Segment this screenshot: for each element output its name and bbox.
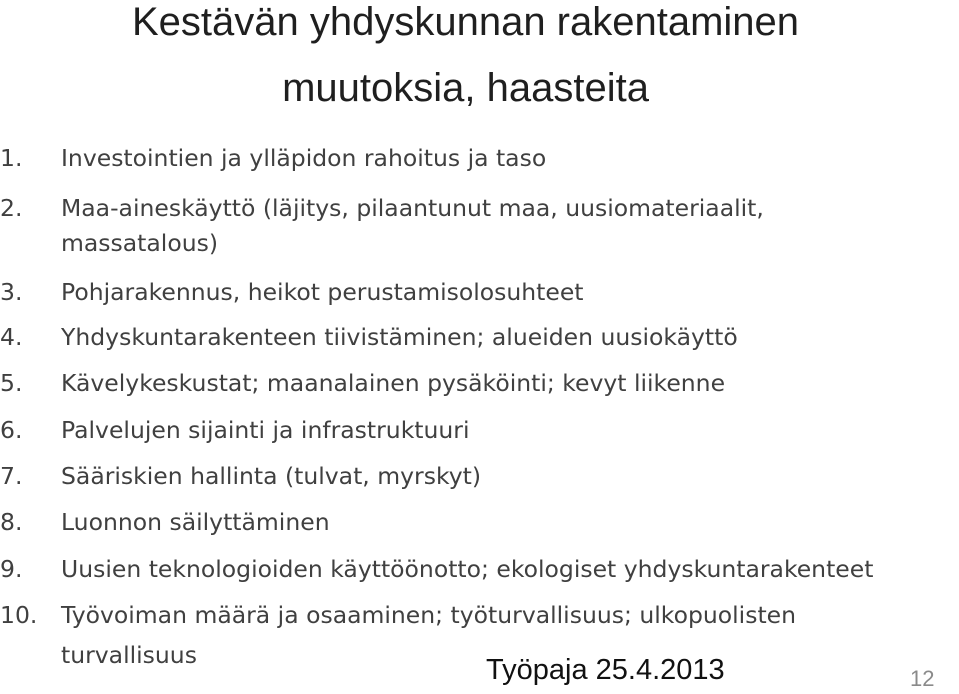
list-item-number: 4. bbox=[0, 323, 23, 351]
list-item-number: 5. bbox=[0, 369, 23, 397]
list-item-text: Luonnon säilyttäminen bbox=[61, 508, 330, 536]
list-item-number: 2. bbox=[0, 194, 23, 222]
list-item-number: 7. bbox=[0, 462, 23, 490]
list-item-text: Työvoiman määrä ja osaaminen; työturvallisuus; ulkopuolisten bbox=[61, 601, 797, 629]
list-item-text: Palvelujen sijainti ja infrastruktuuri bbox=[61, 416, 470, 444]
list-item-number: 9. bbox=[0, 555, 23, 583]
list-item-text: Uusien teknologioiden käyttöönotto; ekologiset yhdyskuntarakenteet bbox=[61, 555, 874, 583]
list-item-text: Pohjarakennus, heikot perustamisolosuhteet bbox=[61, 278, 584, 306]
list-item-text: Maa-aineskäyttö (läjitys, pilaantunut maa, uusiomateriaalit, bbox=[61, 194, 764, 222]
list-item-text: Sääriskien hallinta (tulvat, myrskyt) bbox=[61, 462, 482, 490]
list-item-continuation: turvallisuus bbox=[61, 641, 197, 669]
page-number: 12 bbox=[910, 666, 935, 691]
slide-title-line-2: muutoksia, haasteita bbox=[282, 66, 649, 110]
slide-title-line-1: Kestävän yhdyskunnan rakentaminen bbox=[131, 0, 800, 44]
list-item-text: Kävelykeskustat; maanalainen pysäköinti; kevyt liikenne bbox=[61, 369, 726, 397]
footer-date: Työpaja 25.4.2013 bbox=[486, 654, 725, 686]
list-item-number: 8. bbox=[0, 508, 23, 536]
list-item-continuation: massatalous) bbox=[61, 229, 219, 257]
list-item-number: 1. bbox=[0, 144, 23, 172]
list-item-text: Investointien ja ylläpidon rahoitus ja taso bbox=[61, 144, 547, 172]
list-item-number: 6. bbox=[0, 416, 23, 444]
list-item-text: Yhdyskuntarakenteen tiivistäminen; alueiden uusiokäyttö bbox=[61, 323, 738, 351]
list-item-number: 3. bbox=[0, 278, 23, 306]
list-item-number: 10. bbox=[0, 601, 38, 629]
